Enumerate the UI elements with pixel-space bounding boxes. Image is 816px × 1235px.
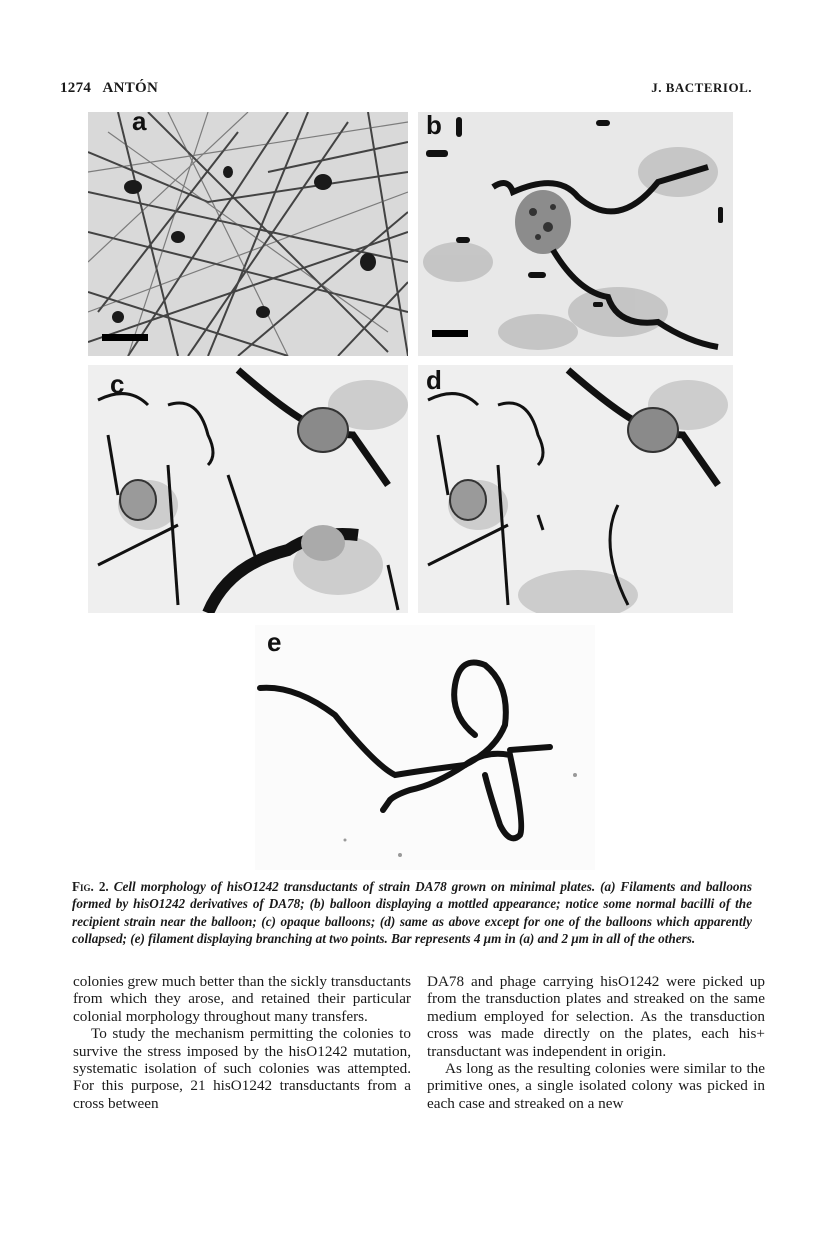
panel-b-image [418, 112, 733, 356]
panel-a-micrograph [88, 112, 408, 356]
figure-caption [72, 878, 752, 948]
panel-d-image [418, 365, 733, 613]
page-number: 1274 [60, 80, 92, 96]
caption-text: Cell morphology of hisO1242 transductants of strain DA78 grown on minimal plates. (a) Filaments and balloons formed by hisO1242 derivatives of DA78; (b) balloon displaying a mottled appearance; notice some normal bacilli of the recipient strain near the balloon; (c) opaque balloons; (d) same as above except for one of the balloons which apparently collapsed; (e) filament displaying branching at two points. Bar represents 4 μm in (a) and 2 μm in all of the others. [72, 879, 752, 947]
caption-lead: Fig. 2. [72, 879, 109, 894]
panel-b-micrograph [418, 112, 733, 356]
panel-a-image [88, 112, 408, 356]
panel-c-image [88, 365, 408, 613]
body-paragraph: As long as the resulting colonies were similar to the primitive ones, a single isolated colony was picked in each case and streaked on a new [427, 1060, 765, 1112]
panel-label-e: e [267, 627, 282, 657]
panel-c-micrograph [88, 365, 408, 613]
journal-name: J. BACTERIOL. [651, 80, 752, 95]
body-paragraph: To study the mechanism permitting the colonies to survive the stress imposed by the hisO1242 mutation, systematic isolation of such colonies was attempted. For this purpose, 21 hisO1242 transductants from a cross between [73, 1025, 411, 1112]
body-paragraph: DA78 and phage carrying hisO1242 were picked up from the transduction plates and streaked on the same medium employed for selection. As the transduction cross was made directly on the plates, each his+ transductant was independent in origin. [427, 973, 765, 1060]
panel-label-d: d [426, 365, 442, 395]
panel-label-a: a [132, 112, 147, 136]
body-paragraph: colonies grew much better than the sickly transductants from which they arose, and retained their particular colonial morphology throughout many transfers. [73, 973, 411, 1025]
panel-label-b: b [426, 112, 442, 140]
panel-e-image [255, 625, 595, 870]
panel-label-c: c [110, 369, 125, 399]
body-column-left [73, 973, 411, 1112]
body-column-right [427, 973, 765, 1112]
running-header-left [60, 80, 158, 97]
author-name: ANTÓN [102, 80, 159, 96]
panel-d-micrograph [418, 365, 733, 613]
panel-e-micrograph [255, 625, 595, 870]
